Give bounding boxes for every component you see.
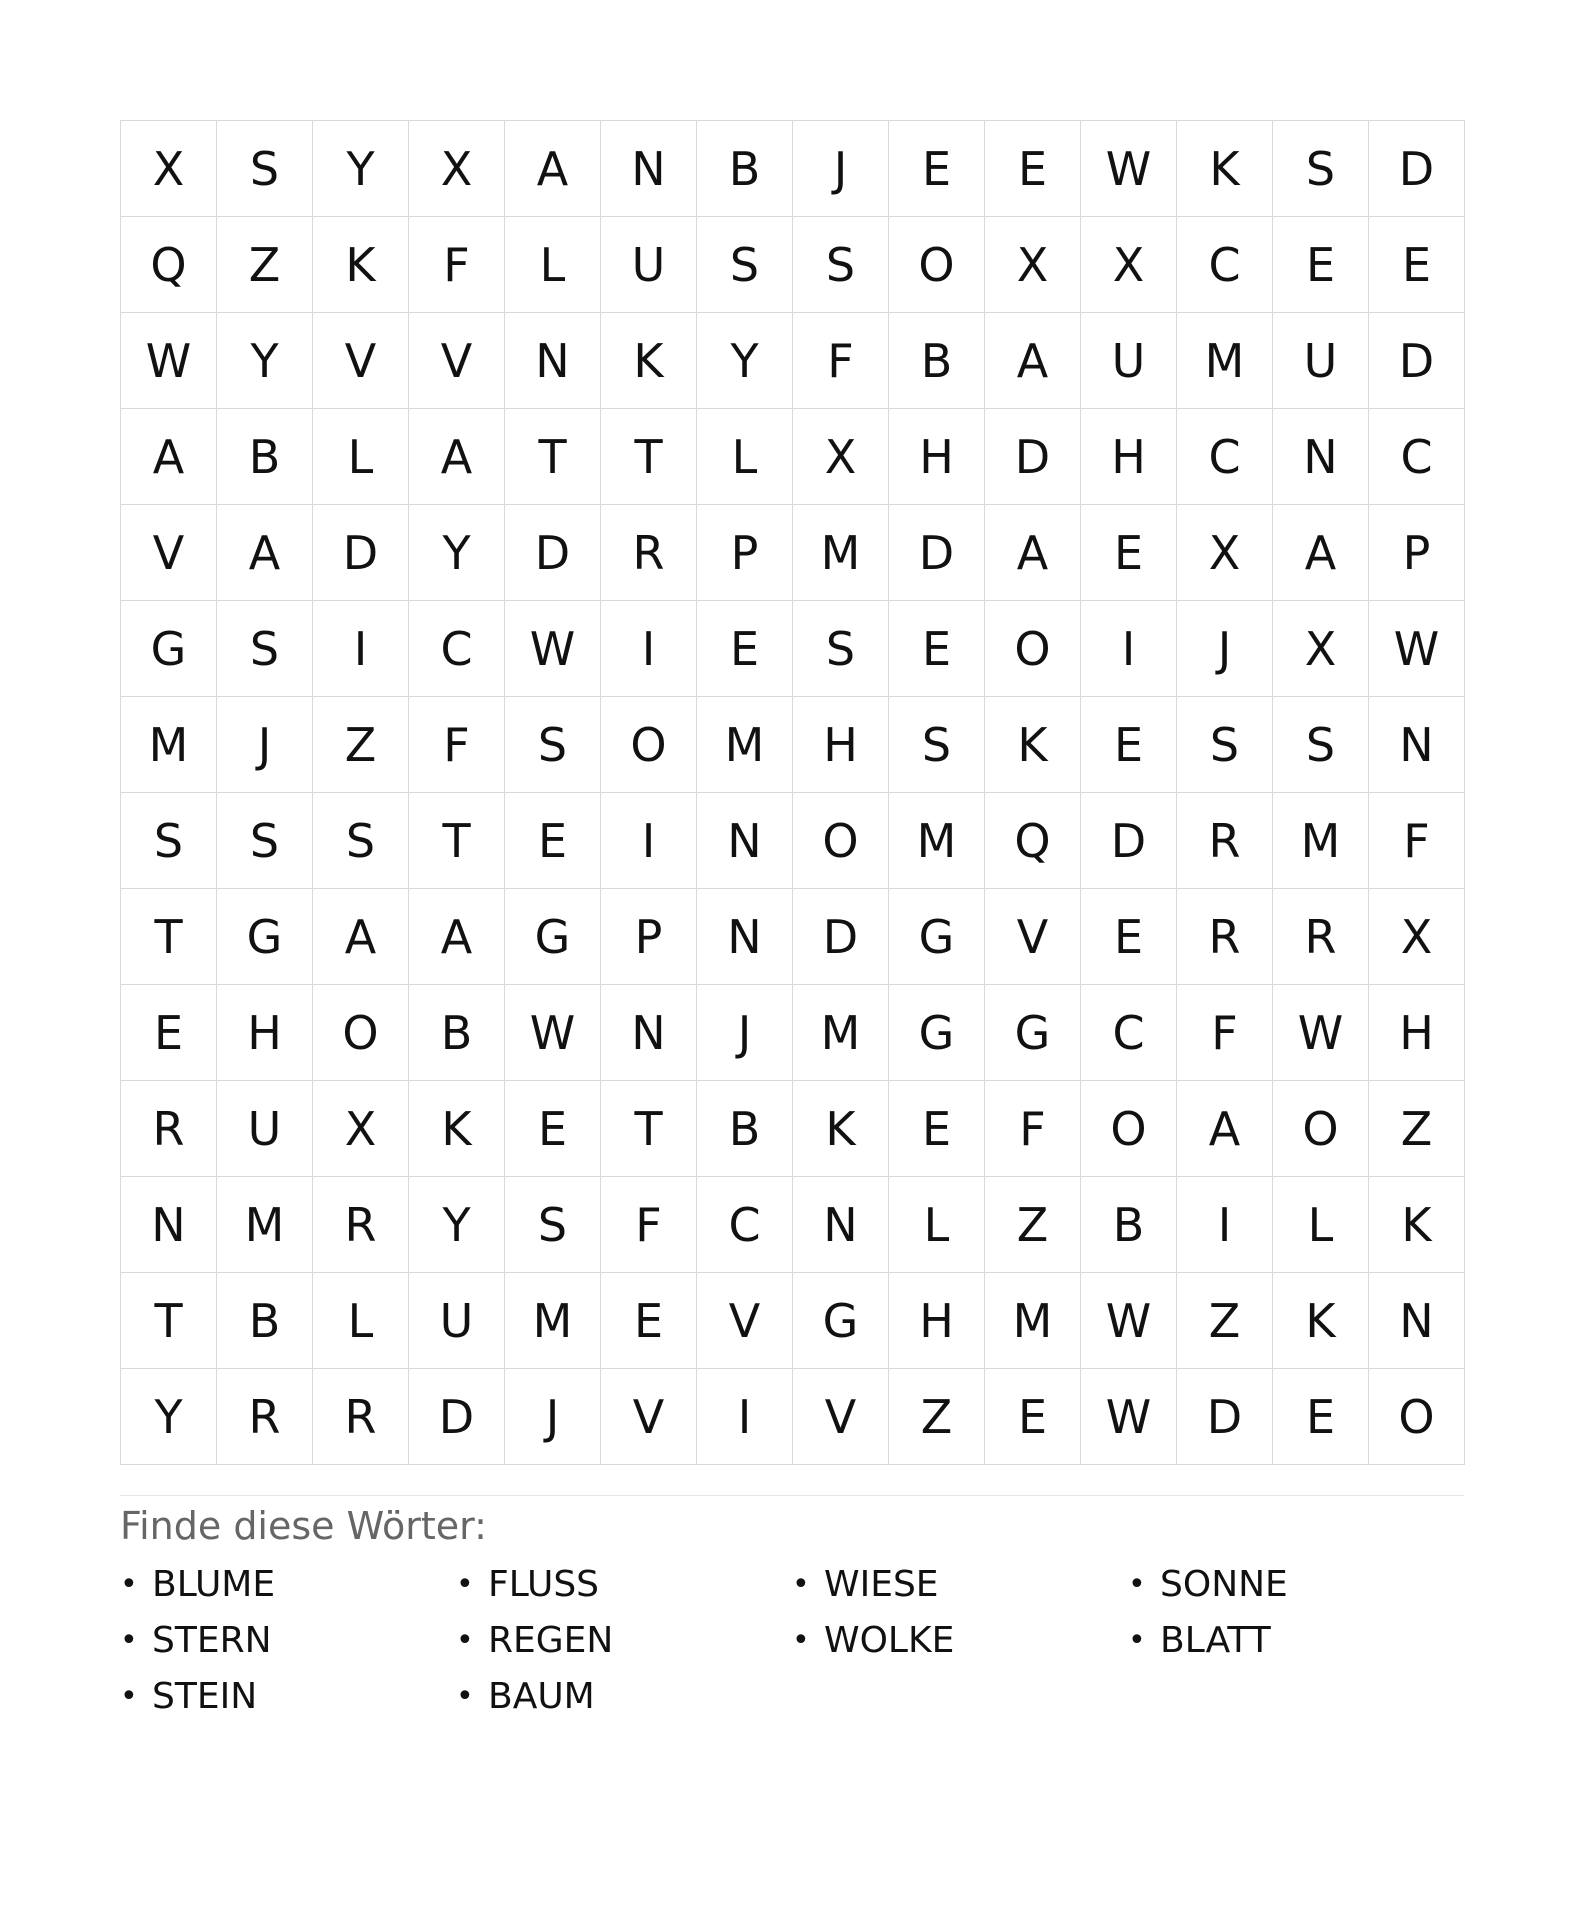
grid-cell[interactable]: S	[697, 217, 793, 313]
grid-cell[interactable]: Z	[313, 697, 409, 793]
grid-cell[interactable]: E	[697, 601, 793, 697]
grid-cell[interactable]: E	[1369, 217, 1465, 313]
grid-cell[interactable]: Z	[217, 217, 313, 313]
grid-cell[interactable]: W	[505, 601, 601, 697]
grid-cell[interactable]: S	[313, 793, 409, 889]
grid-cell[interactable]: Z	[889, 1369, 985, 1465]
grid-cell[interactable]: H	[889, 1273, 985, 1369]
grid-cell[interactable]: S	[793, 601, 889, 697]
word-label: SONNE	[1160, 1563, 1288, 1605]
grid-cell[interactable]: D	[1369, 121, 1465, 217]
grid-cell[interactable]: C	[1081, 985, 1177, 1081]
grid-cell[interactable]: H	[217, 985, 313, 1081]
grid-cell[interactable]: I	[601, 793, 697, 889]
grid-cell[interactable]: G	[985, 985, 1081, 1081]
grid-cell[interactable]: U	[409, 1273, 505, 1369]
grid-cell[interactable]: H	[1081, 409, 1177, 505]
grid-cell[interactable]: N	[505, 313, 601, 409]
grid-cell[interactable]: K	[409, 1081, 505, 1177]
grid-cell[interactable]: V	[313, 313, 409, 409]
grid-cell[interactable]: M	[505, 1273, 601, 1369]
grid-cell[interactable]: L	[889, 1177, 985, 1273]
grid-cell[interactable]: O	[985, 601, 1081, 697]
grid-cell[interactable]: N	[1369, 697, 1465, 793]
grid-cell[interactable]: W	[505, 985, 601, 1081]
grid-cell[interactable]: E	[1273, 1369, 1369, 1465]
bullet-icon: •	[792, 1566, 810, 1602]
grid-cell[interactable]: R	[1177, 793, 1273, 889]
word-label: BLUME	[152, 1563, 276, 1605]
grid-cell[interactable]: T	[505, 409, 601, 505]
grid-cell[interactable]: O	[313, 985, 409, 1081]
grid-cell[interactable]: V	[409, 313, 505, 409]
grid-cell[interactable]: K	[793, 1081, 889, 1177]
grid-cell[interactable]: D	[1177, 1369, 1273, 1465]
grid-cell[interactable]: U	[601, 217, 697, 313]
grid-cell[interactable]: H	[889, 409, 985, 505]
grid-cell[interactable]: E	[889, 121, 985, 217]
grid-cell[interactable]: T	[601, 1081, 697, 1177]
word-list-item	[120, 1612, 456, 1668]
grid-cell[interactable]: Y	[409, 1177, 505, 1273]
grid-cell[interactable]: L	[313, 1273, 409, 1369]
word-list-title: Finde diese Wörter:	[120, 1504, 487, 1548]
grid-cell[interactable]: F	[409, 217, 505, 313]
bullet-icon: •	[456, 1678, 474, 1714]
grid-cell[interactable]: R	[1177, 889, 1273, 985]
grid-cell[interactable]: O	[1273, 1081, 1369, 1177]
grid-cell[interactable]: U	[217, 1081, 313, 1177]
grid-cell[interactable]: K	[1273, 1273, 1369, 1369]
grid-cell[interactable]: Q	[121, 217, 217, 313]
grid-cell[interactable]: G	[121, 601, 217, 697]
grid-cell[interactable]: Q	[985, 793, 1081, 889]
grid-cell[interactable]: V	[697, 1273, 793, 1369]
grid-cell[interactable]: M	[217, 1177, 313, 1273]
grid-cell[interactable]: T	[121, 1273, 217, 1369]
grid-cell[interactable]: F	[601, 1177, 697, 1273]
grid-cell[interactable]: E	[1081, 889, 1177, 985]
grid-cell[interactable]: S	[793, 217, 889, 313]
grid-cell[interactable]: I	[313, 601, 409, 697]
grid-cell[interactable]: K	[601, 313, 697, 409]
grid-cell[interactable]: J	[697, 985, 793, 1081]
grid-cell[interactable]: R	[217, 1369, 313, 1465]
grid-cell[interactable]: O	[1081, 1081, 1177, 1177]
grid-cell[interactable]: N	[1369, 1273, 1465, 1369]
word-label: WOLKE	[824, 1619, 955, 1661]
grid-cell[interactable]: E	[1273, 217, 1369, 313]
grid-cell[interactable]: F	[1369, 793, 1465, 889]
grid-cell[interactable]: E	[985, 121, 1081, 217]
grid-cell[interactable]: K	[1369, 1177, 1465, 1273]
grid-cell[interactable]: X	[1081, 217, 1177, 313]
word-list-item	[456, 1612, 792, 1668]
divider	[120, 1495, 1464, 1496]
grid-cell[interactable]: X	[409, 121, 505, 217]
grid-cell[interactable]: V	[121, 505, 217, 601]
grid-cell[interactable]: D	[505, 505, 601, 601]
grid-cell[interactable]: N	[601, 985, 697, 1081]
grid-cell[interactable]: E	[601, 1273, 697, 1369]
grid-cell[interactable]: S	[889, 697, 985, 793]
word-label: BLATT	[1160, 1619, 1271, 1661]
grid-cell[interactable]: N	[121, 1177, 217, 1273]
grid-cell[interactable]: W	[1081, 1273, 1177, 1369]
bullet-icon: •	[120, 1622, 138, 1658]
grid-cell[interactable]: L	[313, 409, 409, 505]
grid-cell[interactable]: A	[409, 889, 505, 985]
grid-cell[interactable]: T	[601, 409, 697, 505]
grid-cell[interactable]: L	[697, 409, 793, 505]
grid-cell[interactable]: E	[1081, 697, 1177, 793]
grid-cell[interactable]: R	[601, 505, 697, 601]
grid-cell[interactable]: M	[793, 985, 889, 1081]
grid-cell[interactable]: W	[1273, 985, 1369, 1081]
word-label: STEIN	[152, 1675, 258, 1717]
grid-cell[interactable]: D	[985, 409, 1081, 505]
grid-cell[interactable]: F	[793, 313, 889, 409]
grid-cell[interactable]: D	[1369, 313, 1465, 409]
grid-cell[interactable]: S	[217, 793, 313, 889]
grid-cell[interactable]: M	[985, 1273, 1081, 1369]
grid-cell[interactable]: Y	[121, 1369, 217, 1465]
grid-cell[interactable]: N	[793, 1177, 889, 1273]
grid-cell[interactable]: C	[1177, 409, 1273, 505]
grid-cell[interactable]: H	[1369, 985, 1465, 1081]
grid-cell[interactable]: R	[313, 1369, 409, 1465]
grid-cell[interactable]: S	[1273, 121, 1369, 217]
word-list-item	[120, 1668, 456, 1724]
grid-cell[interactable]: J	[1177, 601, 1273, 697]
grid-cell[interactable]: E	[505, 1081, 601, 1177]
grid-cell[interactable]: E	[505, 793, 601, 889]
grid-cell[interactable]: D	[793, 889, 889, 985]
grid-cell[interactable]: O	[889, 217, 985, 313]
word-search-puzzle	[120, 120, 1464, 1724]
grid-cell[interactable]: N	[601, 121, 697, 217]
grid-cell[interactable]: U	[1273, 313, 1369, 409]
grid-cell[interactable]: F	[985, 1081, 1081, 1177]
grid-cell[interactable]: W	[121, 313, 217, 409]
word-list-item	[120, 1556, 456, 1612]
grid-cell[interactable]: S	[1273, 697, 1369, 793]
word-list-item	[1128, 1612, 1464, 1668]
grid-cell[interactable]: B	[217, 1273, 313, 1369]
grid-cell[interactable]: A	[985, 505, 1081, 601]
grid-cell[interactable]: M	[793, 505, 889, 601]
grid-cell[interactable]: E	[985, 1369, 1081, 1465]
grid-cell[interactable]: D	[313, 505, 409, 601]
word-list-item	[456, 1668, 792, 1724]
grid-cell[interactable]: S	[217, 121, 313, 217]
word-list-item	[792, 1612, 1128, 1668]
grid-cell[interactable]: Y	[313, 121, 409, 217]
word-list	[120, 1556, 1464, 1724]
grid-cell[interactable]: P	[1369, 505, 1465, 601]
grid-cell[interactable]: B	[217, 409, 313, 505]
grid-cell[interactable]: M	[697, 697, 793, 793]
grid-cell[interactable]: C	[409, 601, 505, 697]
grid-cell[interactable]: G	[217, 889, 313, 985]
grid-cell[interactable]: B	[697, 1081, 793, 1177]
grid-cell[interactable]: Y	[217, 313, 313, 409]
grid-cell[interactable]: V	[985, 889, 1081, 985]
grid-cell[interactable]: W	[1369, 601, 1465, 697]
grid-cell[interactable]: U	[1081, 313, 1177, 409]
bullet-icon: •	[1128, 1622, 1146, 1658]
grid-cell[interactable]: E	[889, 1081, 985, 1177]
grid-cell[interactable]: K	[985, 697, 1081, 793]
grid-cell[interactable]: Y	[409, 505, 505, 601]
word-label: STERN	[152, 1619, 272, 1661]
bullet-icon: •	[456, 1566, 474, 1602]
grid-cell[interactable]: K	[1177, 121, 1273, 217]
grid-cell[interactable]: W	[1081, 121, 1177, 217]
grid-cell[interactable]: R	[1273, 889, 1369, 985]
grid-cell[interactable]: L	[505, 217, 601, 313]
grid-cell[interactable]: X	[1177, 505, 1273, 601]
grid-cell[interactable]: G	[505, 889, 601, 985]
grid-cell[interactable]: E	[889, 601, 985, 697]
word-label: WIESE	[824, 1563, 939, 1605]
grid-cell[interactable]: S	[505, 1177, 601, 1273]
grid-cell[interactable]: D	[889, 505, 985, 601]
grid-cell[interactable]: X	[313, 1081, 409, 1177]
grid-cell[interactable]: T	[409, 793, 505, 889]
grid-cell[interactable]: B	[1081, 1177, 1177, 1273]
grid-cell[interactable]: R	[313, 1177, 409, 1273]
grid-cell[interactable]: E	[121, 985, 217, 1081]
grid-cell[interactable]: F	[409, 697, 505, 793]
word-label: BAUM	[488, 1675, 595, 1717]
grid-cell[interactable]: I	[1177, 1177, 1273, 1273]
grid-cell[interactable]: C	[1369, 409, 1465, 505]
grid-cell[interactable]: M	[1177, 313, 1273, 409]
grid-cell[interactable]: I	[601, 601, 697, 697]
grid-cell[interactable]: F	[1177, 985, 1273, 1081]
grid-cell[interactable]: A	[505, 121, 601, 217]
grid-cell[interactable]: I	[697, 1369, 793, 1465]
grid-cell[interactable]: J	[217, 697, 313, 793]
grid-cell[interactable]: C	[697, 1177, 793, 1273]
grid-cell[interactable]: R	[121, 1081, 217, 1177]
grid-cell[interactable]: P	[601, 889, 697, 985]
grid-cell[interactable]: Z	[985, 1177, 1081, 1273]
grid-cell[interactable]: X	[1273, 601, 1369, 697]
grid-cell[interactable]: Z	[1369, 1081, 1465, 1177]
bullet-icon: •	[1128, 1566, 1146, 1602]
grid-cell[interactable]: D	[1081, 793, 1177, 889]
grid-cell[interactable]: T	[121, 889, 217, 985]
grid-cell[interactable]: N	[697, 889, 793, 985]
grid-cell[interactable]: C	[1177, 217, 1273, 313]
grid-cell[interactable]: P	[697, 505, 793, 601]
grid-cell[interactable]: S	[217, 601, 313, 697]
grid-cell[interactable]: J	[505, 1369, 601, 1465]
grid-cell[interactable]: O	[601, 697, 697, 793]
grid-cell[interactable]: O	[1369, 1369, 1465, 1465]
grid-cell[interactable]: J	[793, 121, 889, 217]
grid-cell[interactable]: M	[121, 697, 217, 793]
grid-cell[interactable]: S	[121, 793, 217, 889]
grid-cell[interactable]: A	[409, 409, 505, 505]
grid-cell[interactable]: V	[793, 1369, 889, 1465]
word-label: REGEN	[488, 1619, 614, 1661]
grid-cell[interactable]: G	[793, 1273, 889, 1369]
word-list-item	[792, 1556, 1128, 1612]
bullet-icon: •	[792, 1622, 810, 1658]
grid-cell[interactable]: E	[1081, 505, 1177, 601]
grid-cell[interactable]: A	[985, 313, 1081, 409]
grid-cell[interactable]: G	[889, 985, 985, 1081]
grid-cell[interactable]: B	[889, 313, 985, 409]
bullet-icon: •	[120, 1678, 138, 1714]
grid-cell[interactable]: A	[1273, 505, 1369, 601]
grid-cell[interactable]: I	[1081, 601, 1177, 697]
word-list-item	[456, 1556, 792, 1612]
word-list-item	[1128, 1556, 1464, 1612]
grid-cell[interactable]: X	[121, 121, 217, 217]
grid-cell[interactable]: B	[697, 121, 793, 217]
grid-cell[interactable]: N	[1273, 409, 1369, 505]
grid-cell[interactable]: O	[793, 793, 889, 889]
grid-cell[interactable]: W	[1081, 1369, 1177, 1465]
grid-cell[interactable]: M	[889, 793, 985, 889]
grid-cell[interactable]: X	[985, 217, 1081, 313]
grid-cell[interactable]: Y	[697, 313, 793, 409]
grid-cell[interactable]: Z	[1177, 1273, 1273, 1369]
grid-cell[interactable]: G	[889, 889, 985, 985]
bullet-icon: •	[120, 1566, 138, 1602]
grid-cell[interactable]: X	[793, 409, 889, 505]
grid-cell[interactable]: N	[697, 793, 793, 889]
grid-cell[interactable]: D	[409, 1369, 505, 1465]
grid-cell[interactable]: L	[1273, 1177, 1369, 1273]
grid-cell[interactable]: H	[793, 697, 889, 793]
bullet-icon: •	[456, 1622, 474, 1658]
word-label: FLUSS	[488, 1563, 600, 1605]
grid-cell[interactable]: B	[409, 985, 505, 1081]
grid-cell[interactable]: M	[1273, 793, 1369, 889]
grid-cell[interactable]: A	[313, 889, 409, 985]
grid-cell[interactable]: K	[313, 217, 409, 313]
grid-cell[interactable]: S	[1177, 697, 1273, 793]
grid-cell[interactable]: X	[1369, 889, 1465, 985]
grid-cell[interactable]: A	[121, 409, 217, 505]
grid-cell[interactable]: V	[601, 1369, 697, 1465]
letter-grid	[120, 120, 1465, 1465]
grid-cell[interactable]: A	[1177, 1081, 1273, 1177]
grid-cell[interactable]: S	[505, 697, 601, 793]
grid-cell[interactable]: A	[217, 505, 313, 601]
